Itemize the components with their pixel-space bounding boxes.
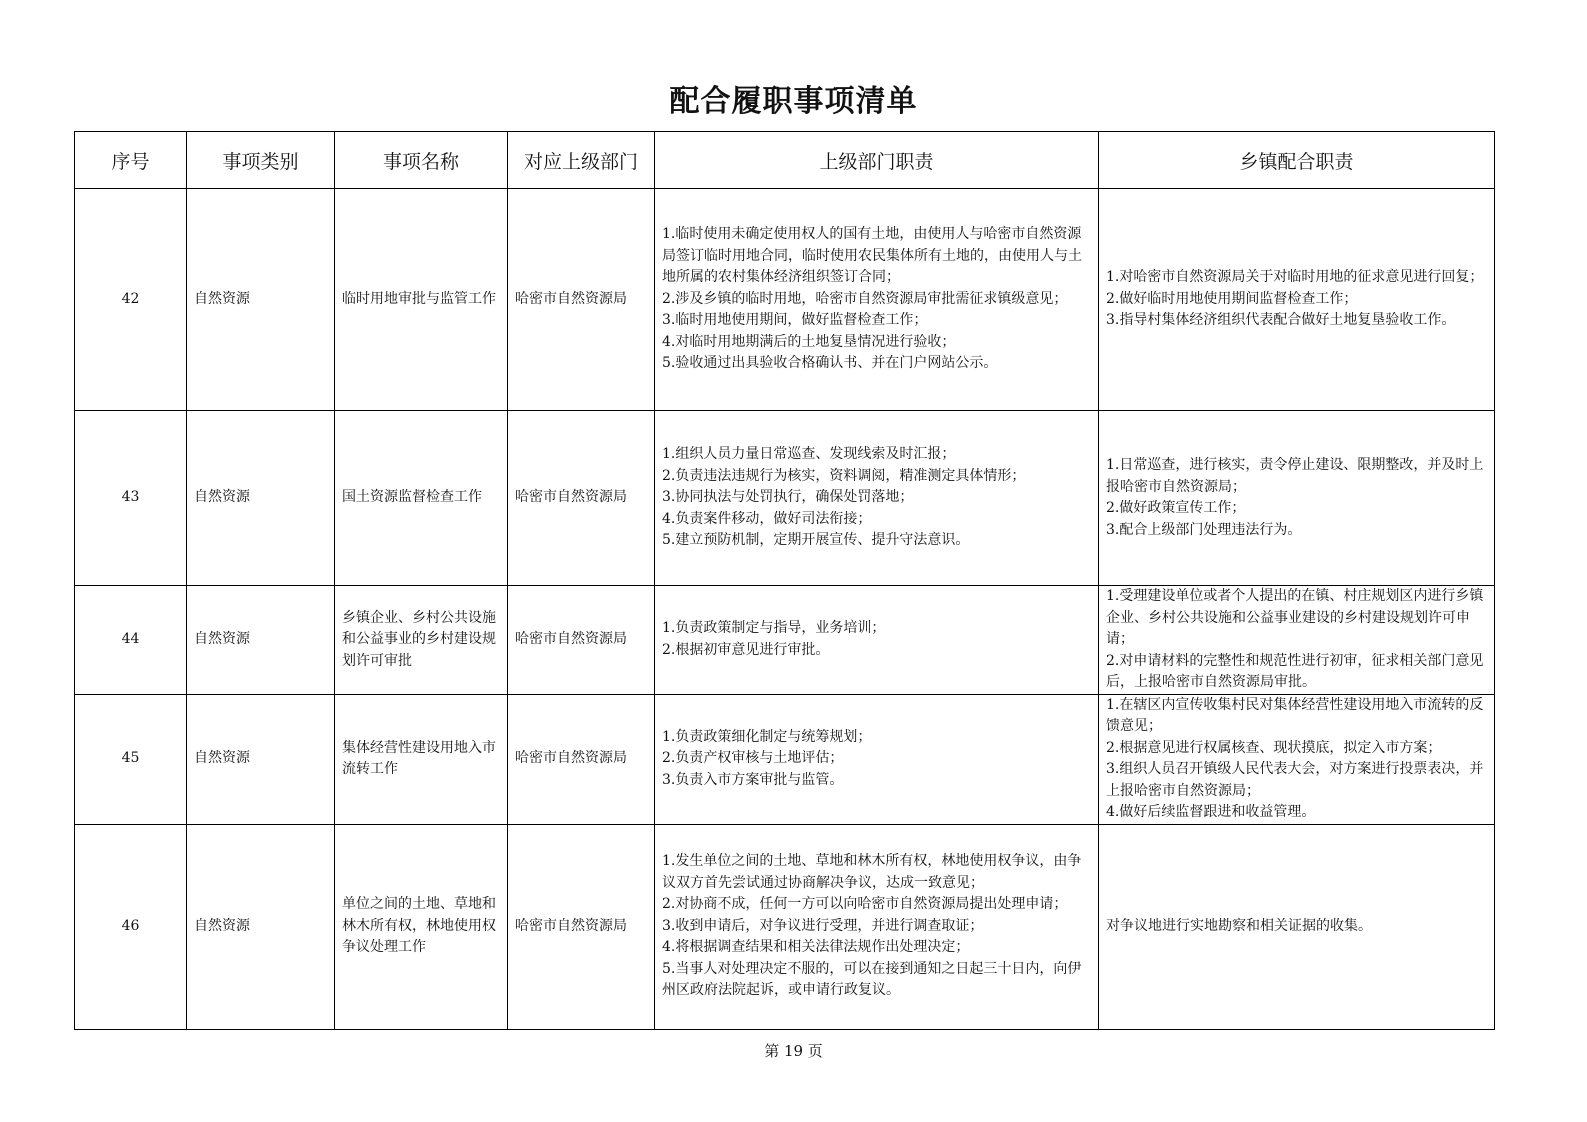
page-number: 第 19 页 — [764, 1042, 823, 1060]
duty-line: 1.发生单位之间的土地、草地和林木所有权，林地使用权争议，由争议双方首先尝试通过协商解决争议，达成一致意见； — [662, 853, 1082, 891]
row-department: 哈密市自然资源局 — [508, 189, 655, 411]
table-row — [75, 586, 1495, 695]
duty-line: 3.协同执法与处罚执行，确保处罚落地； — [662, 489, 914, 506]
table-row — [75, 189, 1495, 411]
coop-line: 2.对申请材料的完整性和规范性进行初审，征求相关部门意见后，上报哈密市自然资源局审批。 — [1106, 652, 1484, 690]
duty-line: 4.将根据调查结果和相关法律法规作出处理决定； — [662, 939, 970, 956]
row-category: 自然资源 — [187, 824, 335, 1029]
row-department: 哈密市自然资源局 — [508, 694, 655, 824]
coop-line: 1.日常巡查，进行核实，责令停止建设、限期整改，并及时上报哈密市自然资源局； — [1106, 457, 1484, 495]
duty-line: 5.建立预防机制，定期开展宣传、提升守法意识。 — [662, 532, 970, 549]
duty-line: 2.负责违法违规行为核实，资料调阅，精准测定具体情形； — [662, 467, 1026, 484]
duty-line: 3.临时用地使用期间，做好监督检查工作； — [662, 312, 928, 329]
header-dept-duties: 上级部门职责 — [655, 132, 1099, 189]
coop-line: 2.做好政策宣传工作； — [1106, 500, 1246, 516]
row-department: 哈密市自然资源局 — [508, 824, 655, 1029]
row-department: 哈密市自然资源局 — [508, 411, 655, 586]
coop-line: 1.对哈密市自然资源局关于对临时用地的征求意见进行回复； — [1106, 269, 1484, 286]
row-dept-duties — [655, 824, 1099, 1029]
duty-line: 3.负责入市方案审批与监管。 — [662, 771, 844, 788]
coop-line: 3.组织人员召开镇级人民代表大会，对方案进行投票表决，并上报哈密市自然资源局； — [1106, 761, 1484, 799]
header-category: 事项类别 — [187, 132, 335, 189]
duty-line: 2.负责产权审核与土地评估； — [662, 750, 844, 767]
header-town-duties: 乡镇配合职责 — [1099, 132, 1495, 189]
row-no: 44 — [75, 586, 187, 695]
header-no: 序号 — [75, 132, 187, 189]
coop-line: 1.受理建设单位或者个人提出的在镇、村庄规划区内进行乡镇企业、乡村公共设施和公益事业建设的乡村建设规划许可申请； — [1106, 588, 1484, 647]
table-row — [75, 694, 1495, 824]
row-no: 45 — [75, 694, 187, 824]
duty-line: 1.负责政策细化制定与统筹规划； — [662, 728, 872, 745]
duty-line: 3.收到申请后，对争议进行受理，并进行调查取证； — [662, 917, 984, 934]
row-town-duties — [1099, 586, 1495, 695]
row-dept-duties — [655, 189, 1099, 411]
coop-line: 3.配合上级部门处理违法行为。 — [1106, 521, 1302, 538]
header-department: 对应上级部门 — [508, 132, 655, 189]
row-town-duties — [1099, 824, 1495, 1029]
duty-line: 5.当事人对处理决定不服的，可以在接到通知之日起三十日内，向伊州区政府法院起诉，或申请行政复议。 — [662, 960, 1082, 999]
duty-line: 4.负责案件移动，做好司法衔接； — [662, 510, 872, 527]
row-item-name: 临时用地审批与监管工作 — [335, 189, 508, 411]
duty-line: 2.根据初审意见进行审批。 — [662, 641, 830, 658]
duty-list-table — [74, 131, 1495, 1030]
duty-line: 4.对临时用地期满后的土地复垦情况进行验收； — [662, 333, 956, 350]
duty-line: 1.负责政策制定与指导，业务培训； — [662, 620, 886, 637]
coop-line: 3.指导村集体经济组织代表配合做好土地复垦验收工作。 — [1106, 312, 1456, 329]
row-item-name: 乡镇企业、乡村公共设施和公益事业的乡村建设规划许可审批 — [335, 586, 508, 695]
row-category: 自然资源 — [187, 694, 335, 824]
duty-line: 2.对协商不成，任何一方可以向哈密市自然资源局提出处理申请； — [662, 896, 1068, 913]
duty-line: 2.涉及乡镇的临时用地，哈密市自然资源局审批需征求镇级意见； — [662, 290, 1068, 307]
row-no: 43 — [75, 411, 187, 586]
page-title: 配合履职事项清单 — [669, 84, 918, 119]
coop-line: 1.在辖区内宣传收集村民对集体经营性建设用地入市流转的反馈意见； — [1106, 696, 1484, 734]
row-town-duties — [1099, 411, 1495, 586]
duty-line: 5.验收通过出具验收合格确认书、并在门户网站公示。 — [662, 355, 998, 372]
duty-line: 1.组织人员力量日常巡查、发现线索及时汇报； — [662, 446, 956, 463]
row-dept-duties — [655, 411, 1099, 586]
row-category: 自然资源 — [187, 411, 335, 586]
coop-line: 2.根据意见进行权属核查、现状摸底，拟定入市方案； — [1106, 739, 1442, 756]
duty-line: 1.临时使用未确定使用权人的国有土地，由使用人与哈密市自然资源局签订临时用地合同，临时使用农民集体所有土地的，由使用人与土地所属的农村集体经济组织签订合同； — [662, 226, 1082, 286]
row-town-duties — [1099, 189, 1495, 411]
row-dept-duties — [655, 586, 1099, 695]
table-row — [75, 824, 1495, 1029]
header-item-name: 事项名称 — [335, 132, 508, 189]
row-no: 42 — [75, 189, 187, 411]
row-item-name: 单位之间的土地、草地和林木所有权，林地使用权争议处理工作 — [335, 824, 508, 1029]
row-no: 46 — [75, 824, 187, 1029]
row-category: 自然资源 — [187, 189, 335, 411]
row-item-name: 集体经营性建设用地入市流转工作 — [335, 694, 508, 824]
row-item-name: 国土资源监督检查工作 — [335, 411, 508, 586]
coop-line: 4.做好后续监督跟进和收益管理。 — [1106, 804, 1316, 820]
row-town-duties — [1099, 694, 1495, 824]
coop-line: 2.做好临时用地使用期间监督检查工作； — [1106, 290, 1358, 307]
coop-line: 对争议地进行实地勘察和相关证据的收集。 — [1106, 917, 1372, 934]
table-row — [75, 411, 1495, 586]
row-category: 自然资源 — [187, 586, 335, 695]
row-department: 哈密市自然资源局 — [508, 586, 655, 695]
table-header-row — [75, 132, 1495, 189]
row-dept-duties — [655, 694, 1099, 824]
